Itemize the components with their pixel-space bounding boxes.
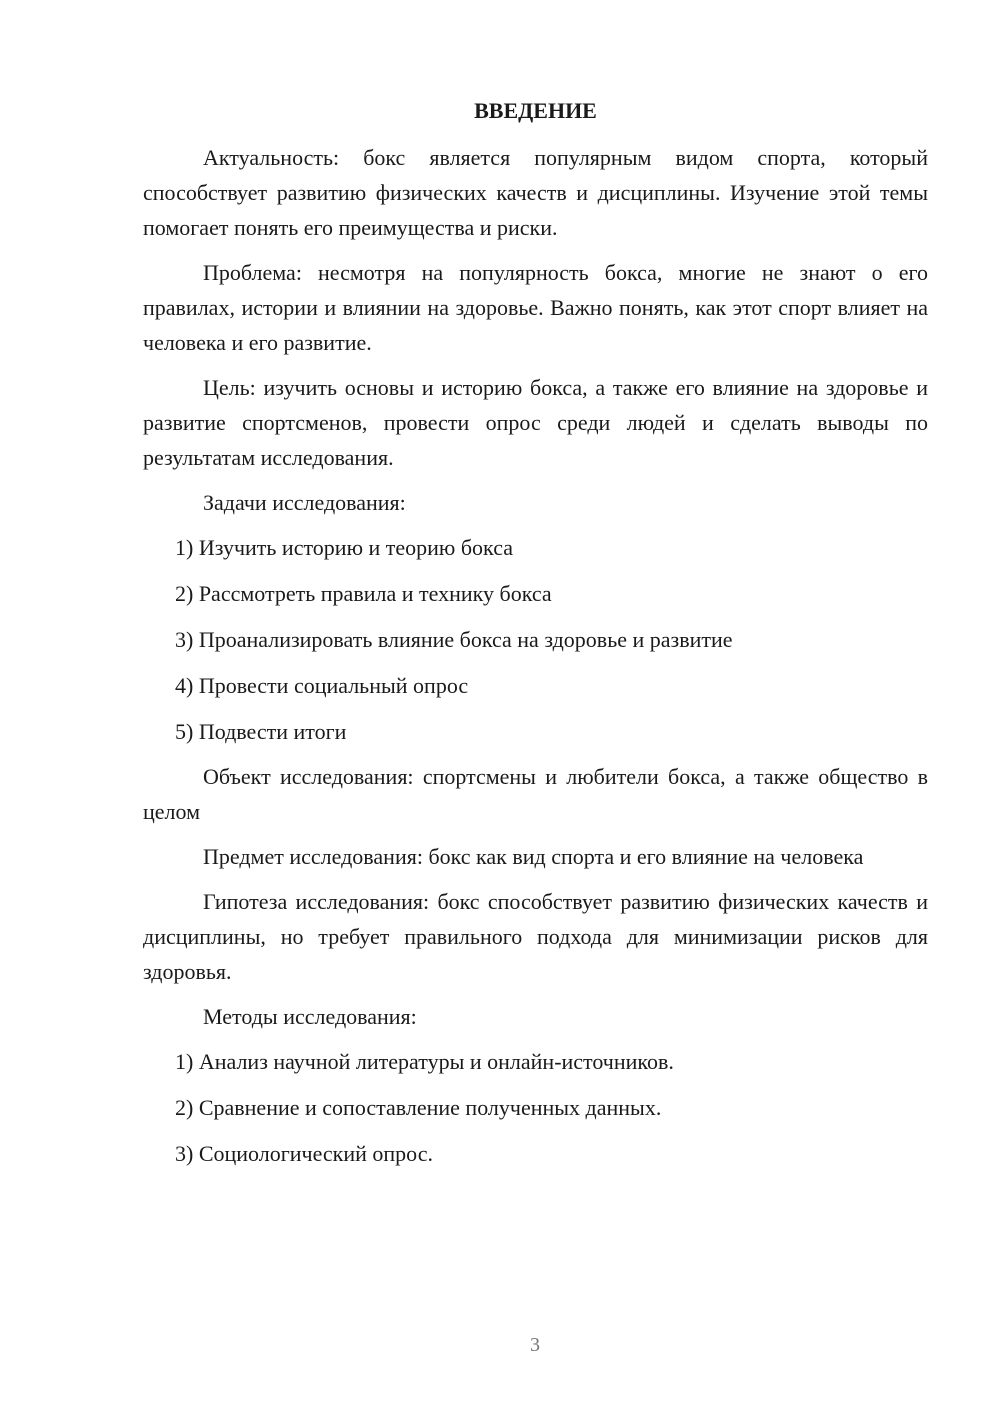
document-page [143,94,928,1181]
methods-list [143,1044,928,1171]
list-item: 3) Социологический опрос. [175,1141,433,1166]
subject-paragraph: Предмет исследования: бокс как вид спорта и его влияние на человека [203,844,864,869]
page-number: 3 [530,1334,540,1356]
object-paragraph: Объект исследования: спортсмены и любители бокса, а также общество в целом [143,764,928,824]
tasks-list [143,530,928,749]
problem-paragraph: Проблема: несмотря на популярность бокса, многие не знают о его правилах, истории и влиянии на здоровье. Важно понять, как этот спорт влияет на человека и его развитие. [143,260,928,355]
tasks-label: Задачи исследования: [203,490,406,515]
list-item: 1) Анализ научной литературы и онлайн-источников. [175,1049,674,1074]
hypothesis-paragraph: Гипотеза исследования: бокс способствует развитию физических качеств и дисциплины, но требует правильного подхода для минимизации рисков для здоровья. [143,889,928,984]
list-item: 3) Проанализировать влияние бокса на здоровье и развитие [175,627,733,652]
list-item: 4) Провести социальный опрос [175,673,469,698]
list-item: 5) Подвести итоги [175,719,347,744]
goal-paragraph: Цель: изучить основы и историю бокса, а также его влияние на здоровье и развитие спортсменов, провести опрос среди людей и сделать выводы по результатам исследования. [143,375,928,470]
list-item: 1) Изучить историю и теорию бокса [175,535,513,560]
relevance-paragraph: Актуальность: бокс является популярным видом спорта, который способствует развитию физических качеств и дисциплины. Изучение этой темы помогает понять его преимущества и риски. [143,145,928,240]
methods-label: Методы исследования: [203,1004,417,1029]
list-item: 2) Сравнение и сопоставление полученных данных. [175,1095,662,1120]
document-title: ВВЕДЕНИЕ [474,98,597,123]
list-item: 2) Рассмотреть правила и технику бокса [175,581,552,606]
